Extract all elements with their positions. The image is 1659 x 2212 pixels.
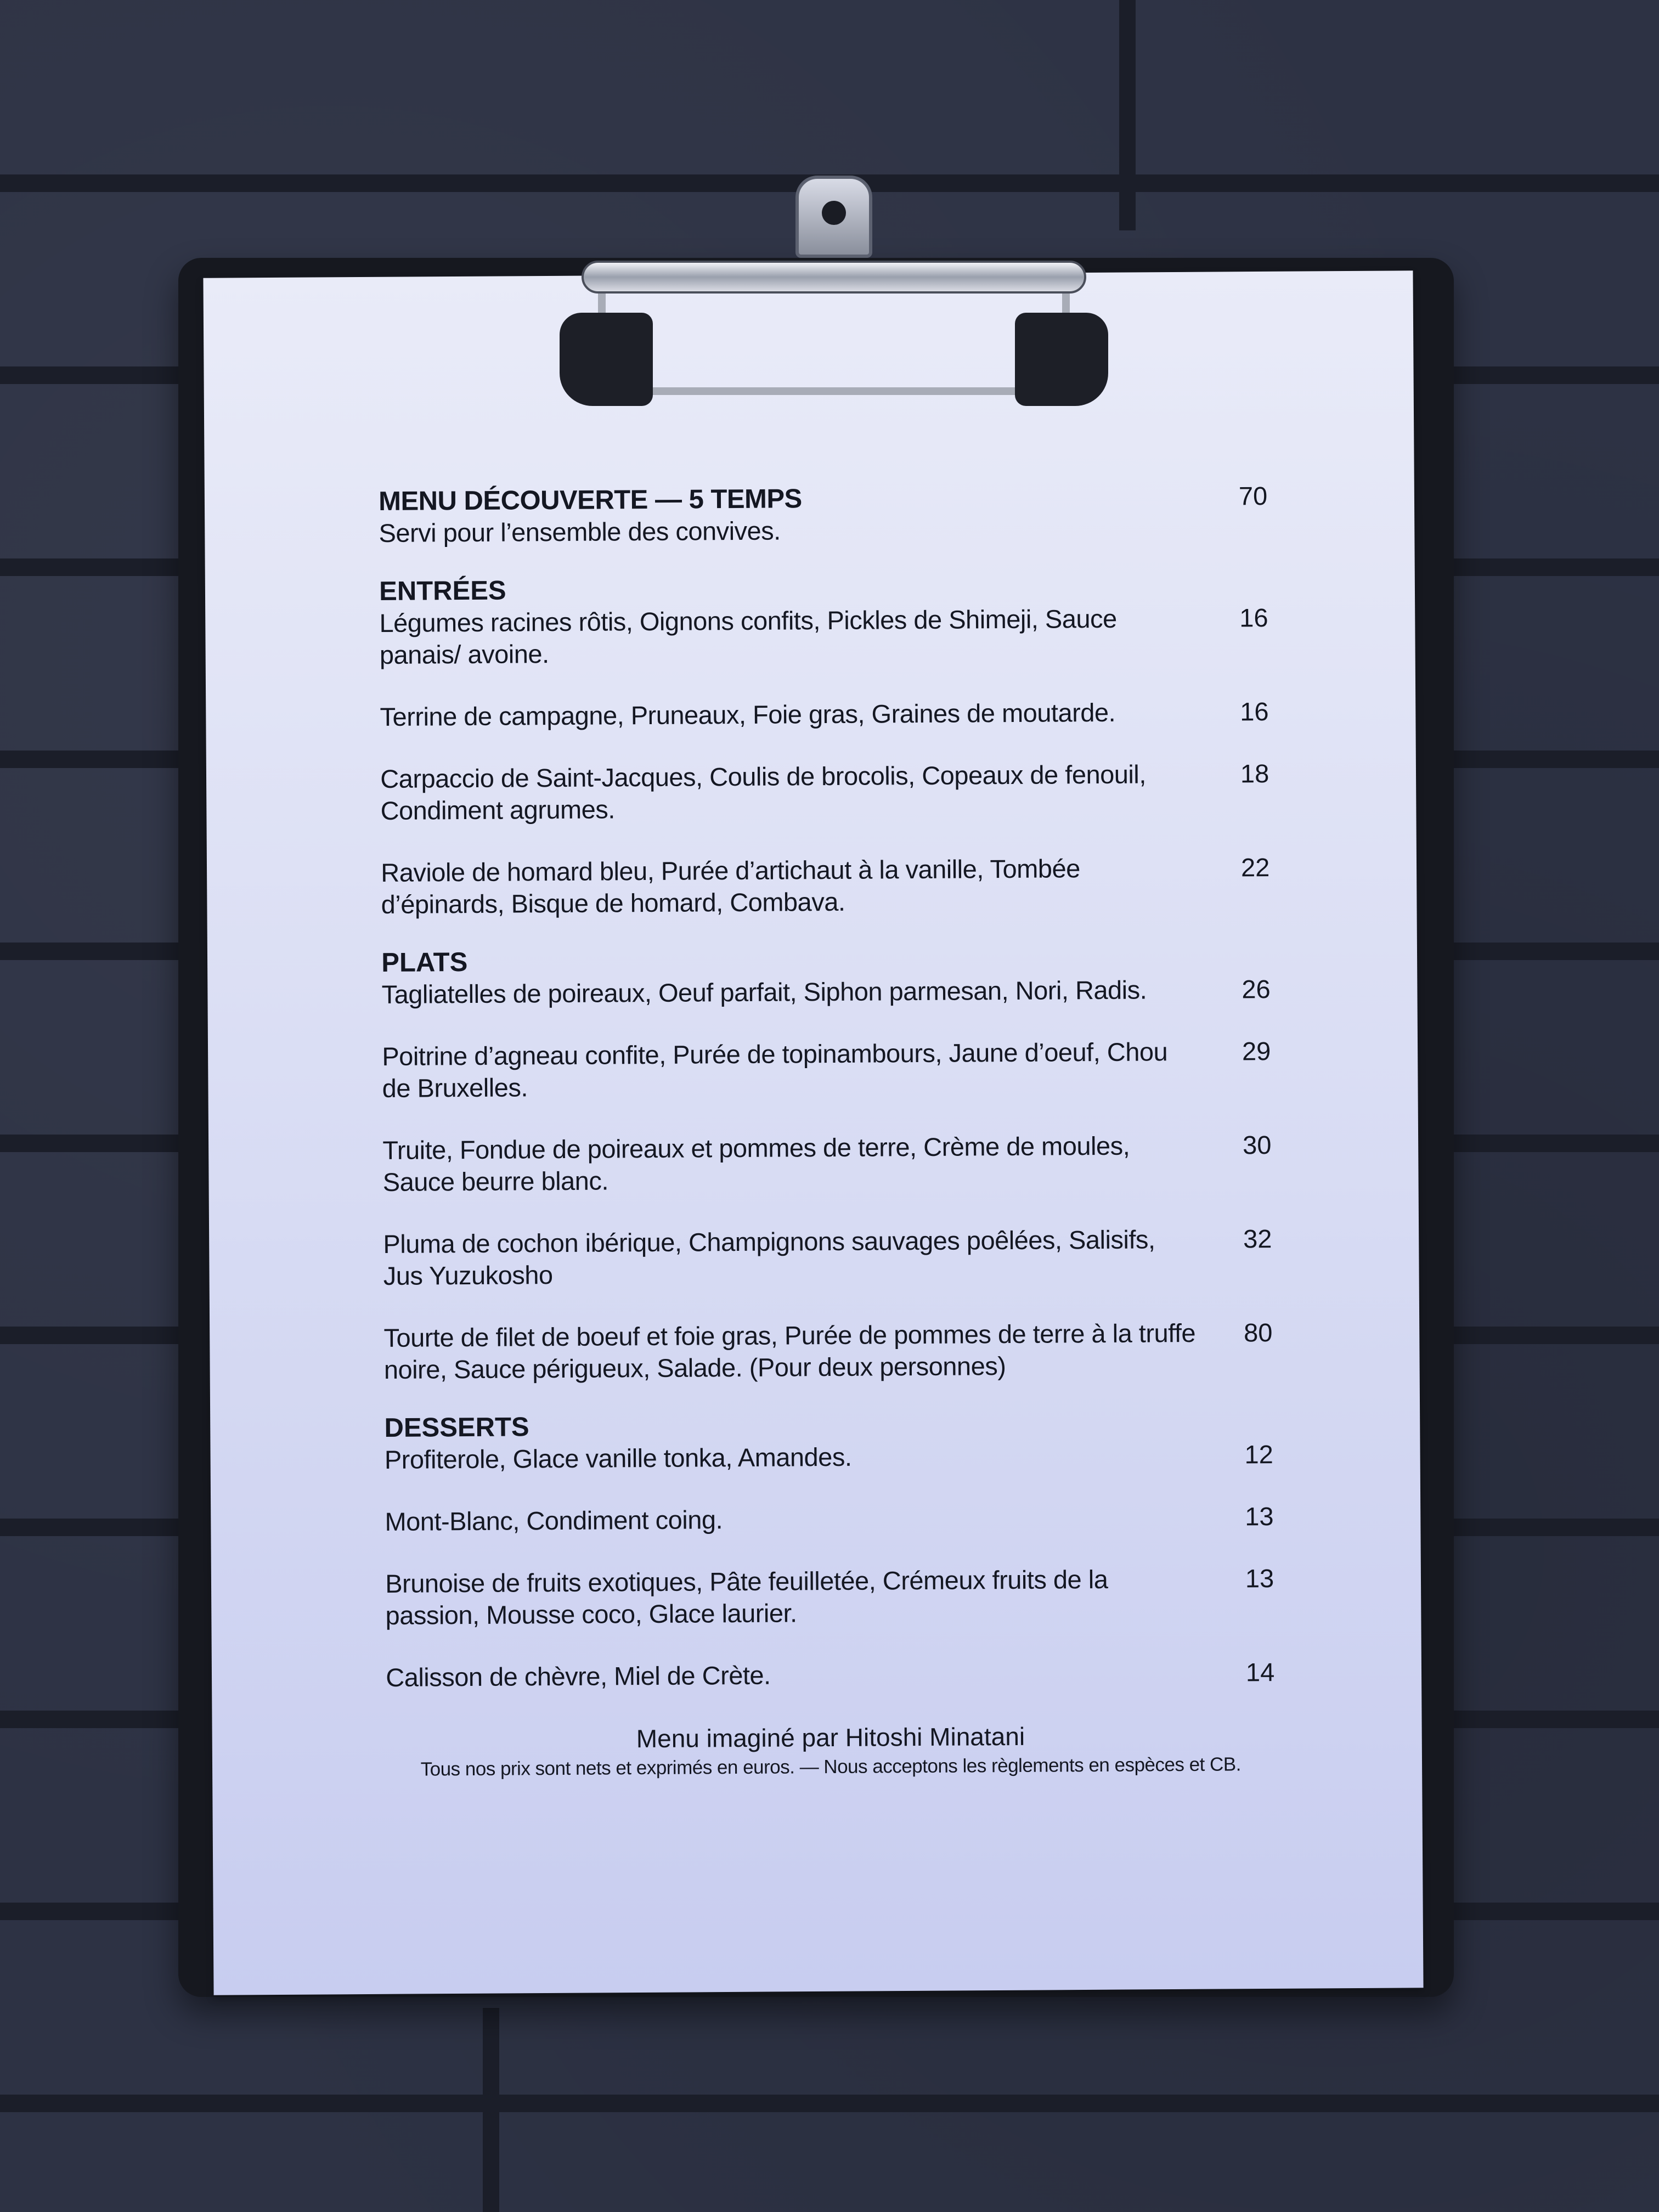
clip-grip-left (560, 313, 653, 406)
item-description: Carpaccio de Saint-Jacques, Coulis de brocolis, Copeaux de fenouil, Condiment agrumes. (380, 759, 1146, 825)
menu-footer (386, 1718, 1276, 1783)
item-price: 18 (1240, 759, 1269, 788)
item-price: 29 (1242, 1036, 1271, 1066)
item-price: 26 (1242, 974, 1271, 1004)
item-price: 22 (1240, 853, 1270, 882)
item-description: Truite, Fondue de poireaux et pommes de terre, Crème de moules, Sauce beurre blanc. (382, 1131, 1130, 1197)
hanger-hook (795, 176, 872, 258)
wall-seam (1119, 0, 1136, 230)
section-title-plats: PLATS (381, 947, 468, 978)
clip-bar (582, 261, 1086, 294)
menu-title: MENU DÉCOUVERTE — 5 TEMPS (379, 484, 802, 516)
item-price: 13 (1245, 1564, 1274, 1593)
item-description: Mont-Blanc, Condiment coing. (385, 1505, 723, 1536)
menu-header-text (379, 481, 1197, 549)
clip-grip-right (1015, 313, 1108, 406)
item-price: 30 (1242, 1130, 1272, 1160)
item-price: 16 (1240, 697, 1269, 726)
item-price: 80 (1244, 1318, 1273, 1347)
menu-item (385, 1500, 1273, 1538)
clipboard-clip (560, 176, 1108, 417)
item-description: Calisson de chèvre, Miel de Crète. (386, 1660, 771, 1692)
menu-item (380, 758, 1269, 827)
item-price: 32 (1243, 1224, 1272, 1254)
clip-wire (598, 285, 1070, 395)
item-price: 14 (1245, 1657, 1275, 1687)
wall-seam (483, 2008, 499, 2212)
item-price: 12 (1244, 1440, 1273, 1469)
menu-item (383, 1223, 1272, 1292)
item-price: 13 (1245, 1502, 1274, 1531)
item-description: Poitrine d’agneau confite, Purée de topinambours, Jaune d’oeuf, Chou de Bruxelles. (382, 1037, 1168, 1103)
item-description: Pluma de cochon ibérique, Champignons sauvages poêlées, Salisifs, Jus Yuzukosho (383, 1224, 1155, 1290)
item-description: Terrine de campagne, Pruneaux, Foie gras, Graines de moutarde. (380, 697, 1116, 731)
menu-item (379, 602, 1268, 671)
section-title-entrees: ENTRÉES (379, 575, 506, 606)
menu-item (385, 1438, 1273, 1476)
menu-item (382, 1035, 1271, 1104)
menu-item (381, 973, 1270, 1011)
menu-item (386, 1656, 1274, 1694)
item-description: Brunoise de fruits exotiques, Pâte feuilletée, Crémeux fruits de la passion, Mousse coco, Glace laurier. (385, 1564, 1108, 1630)
menu-item (382, 1129, 1272, 1198)
menu-item (381, 851, 1270, 921)
item-price: 16 (1239, 603, 1268, 633)
item-description: Raviole de homard bleu, Purée d’artichaut à la vanille, Tombée d’épinards, Bisque de homard, Combava. (381, 854, 1080, 919)
item-description: Profiterole, Glace vanille tonka, Amandes. (384, 1442, 852, 1474)
item-description: Tagliatelles de poireaux, Oeuf parfait, Siphon parmesan, Nori, Radis. (381, 975, 1147, 1009)
section-title-desserts: DESSERTS (384, 1412, 529, 1443)
menu-item (380, 696, 1268, 733)
menu-item (383, 1317, 1273, 1386)
pricing-note: Tous nos prix sont nets et exprimés en euros. — Nous acceptons les règlements en espèces et CB. (420, 1753, 1241, 1780)
menu-header (379, 480, 1268, 549)
item-description: Légumes racines rôtis, Oignons confits, Pickles de Shimeji, Sauce panais/ avoine. (379, 603, 1117, 669)
chef-credit: Menu imaginé par Hitoshi Minatani (636, 1722, 1025, 1753)
item-description: Tourte de filet de boeuf et foie gras, Purée de pommes de terre à la truffe noire, Sauce périgueux, Salade. (Pour deux personnes) (383, 1318, 1196, 1384)
menu-item (385, 1562, 1274, 1632)
menu-content (379, 480, 1275, 1783)
menu-subtitle: Servi pour l’ensemble des convives. (379, 516, 781, 548)
menu-header-price: 70 (1238, 481, 1268, 511)
